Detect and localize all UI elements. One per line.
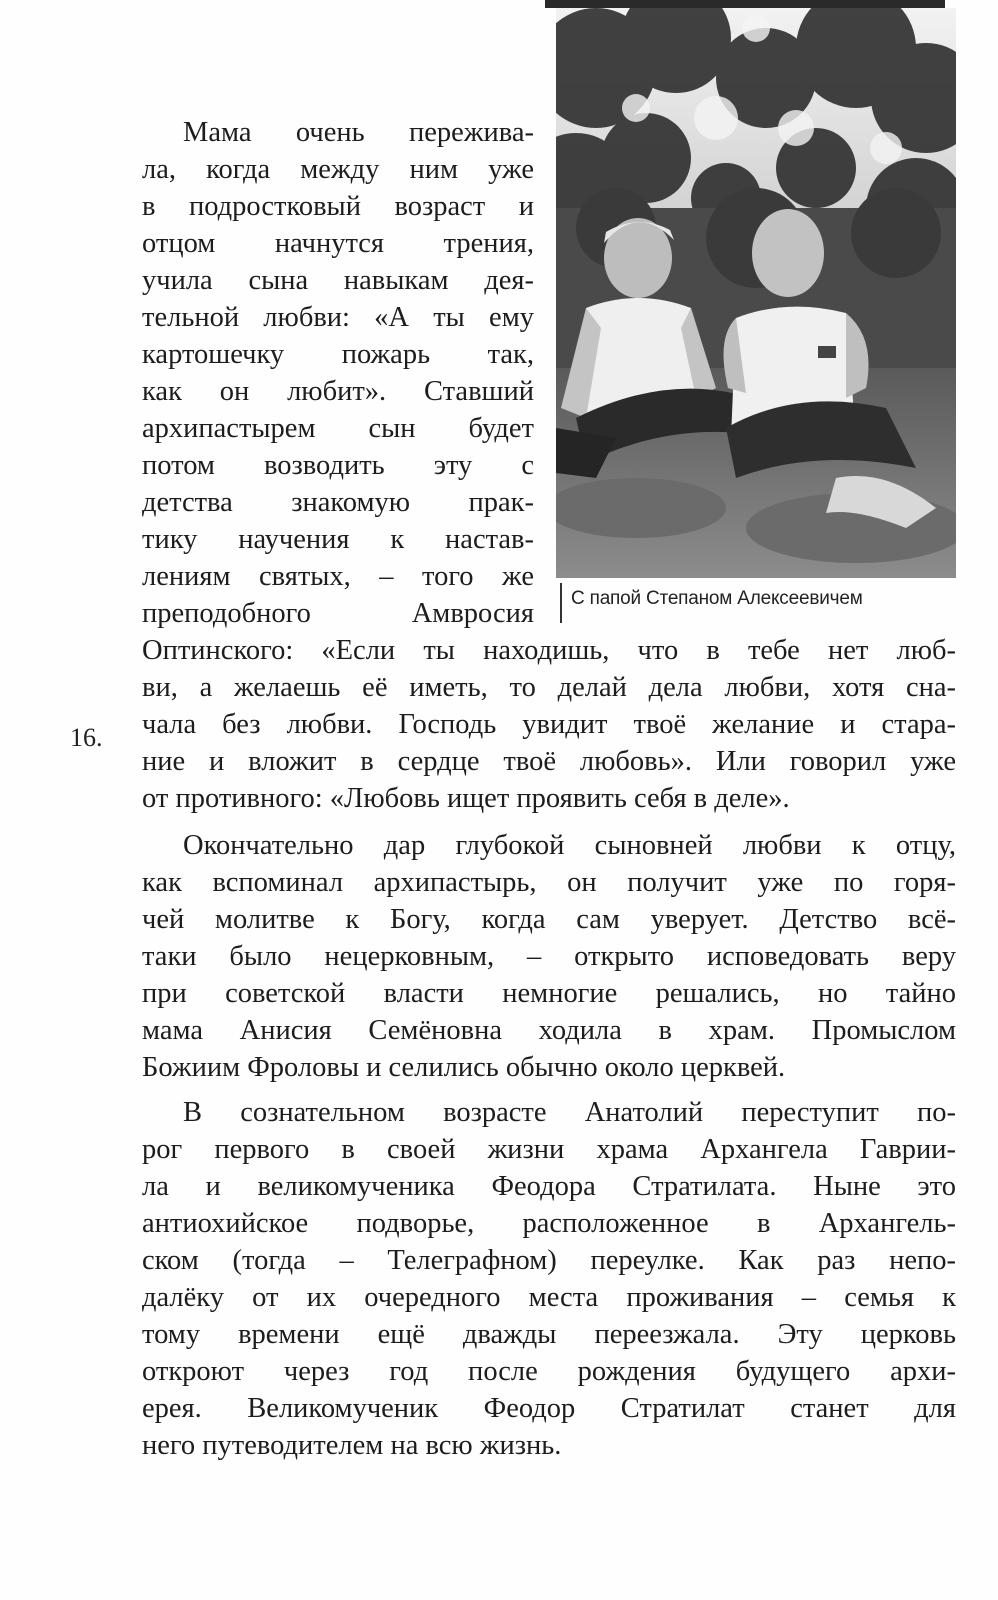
photo-illustration [556,8,956,578]
text-line: отцом начнутся трения, [142,228,534,259]
text-line: рог первого в своей жизни храма Архангела Гаврии- [142,1134,956,1165]
text-line: мама Анисия Семёновна ходила в храм. Промыслом [142,1015,956,1046]
text-line: лениям святых, – того же [142,561,534,592]
text-line: картошечку пожарь так, [142,339,534,370]
text-line: тику научения к настав- [142,524,534,555]
text-line: ние и вложит в сердце твоё любовь». Или говорил уже [142,746,956,777]
text-line: тельной любви: «А ты ему [142,302,534,333]
text-line: детства знакомую прак- [142,487,534,518]
page-number: 16. [70,723,103,752]
text-line: В сознательном возрасте Анатолий переступит по- [183,1097,956,1128]
text-line: при советской власти немногие решались, но тайно [142,978,956,1009]
text-line: преподобного Амвросия [142,598,534,629]
text-line: ла, когда между ним уже [142,154,534,185]
text-line: Божиим Фроловы и селились обычно около церквей. [142,1052,786,1083]
text-line: чей молитве к Богу, когда сам уверует. Детство всё- [142,904,956,935]
text-line: как вспоминал архипастырь, он получит уже по горя- [142,867,956,898]
text-line: потом возводить эту с [142,450,534,481]
text-line: ла и великомученика Феодора Стратилата. Ныне это [142,1171,956,1202]
photo-father-and-son [556,8,956,578]
photo-caption: С папой Степаном Алексеевичем [571,588,863,609]
text-line: от противного: «Любовь ищет проявить себя в деле». [142,783,790,814]
text-line: учила сына навыкам дея- [142,265,534,296]
text-line: таки было нецерковным, – открыто исповедовать веру [142,941,956,972]
text-line: ерея. Великомученик Феодор Стратилат станет для [142,1393,956,1424]
text-line: Оптинского: «Если ты находишь, что в тебе нет люб- [142,635,956,666]
caption-rule [560,583,562,623]
text-line: ви, а желаешь её иметь, то делай дела любви, хотя сна- [142,672,956,703]
text-line: антиохийское подворье, расположенное в Архангель- [142,1208,956,1239]
text-line: откроют через год после рождения будущего архи- [142,1356,956,1387]
text-line: Мама очень пережива- [183,117,534,148]
text-line: далёку от их очередного места проживания – семья к [142,1282,956,1313]
text-line: тому времени ещё дважды переезжала. Эту церковь [142,1319,956,1350]
text-line: архипастырем сын будет [142,413,534,444]
text-line: как он любит». Ставший [142,376,534,407]
text-line: Окончательно дар глубокой сыновней любви к отцу, [183,830,956,861]
text-line: чала без любви. Господь увидит твоё желание и стара- [142,709,956,740]
top-rule [545,0,945,8]
text-line: него путеводителем на всю жизнь. [142,1430,562,1461]
text-line: в подростковый возраст и [142,191,534,222]
text-line: ском (тогда – Телеграфном) переулке. Как раз непо- [142,1245,956,1276]
